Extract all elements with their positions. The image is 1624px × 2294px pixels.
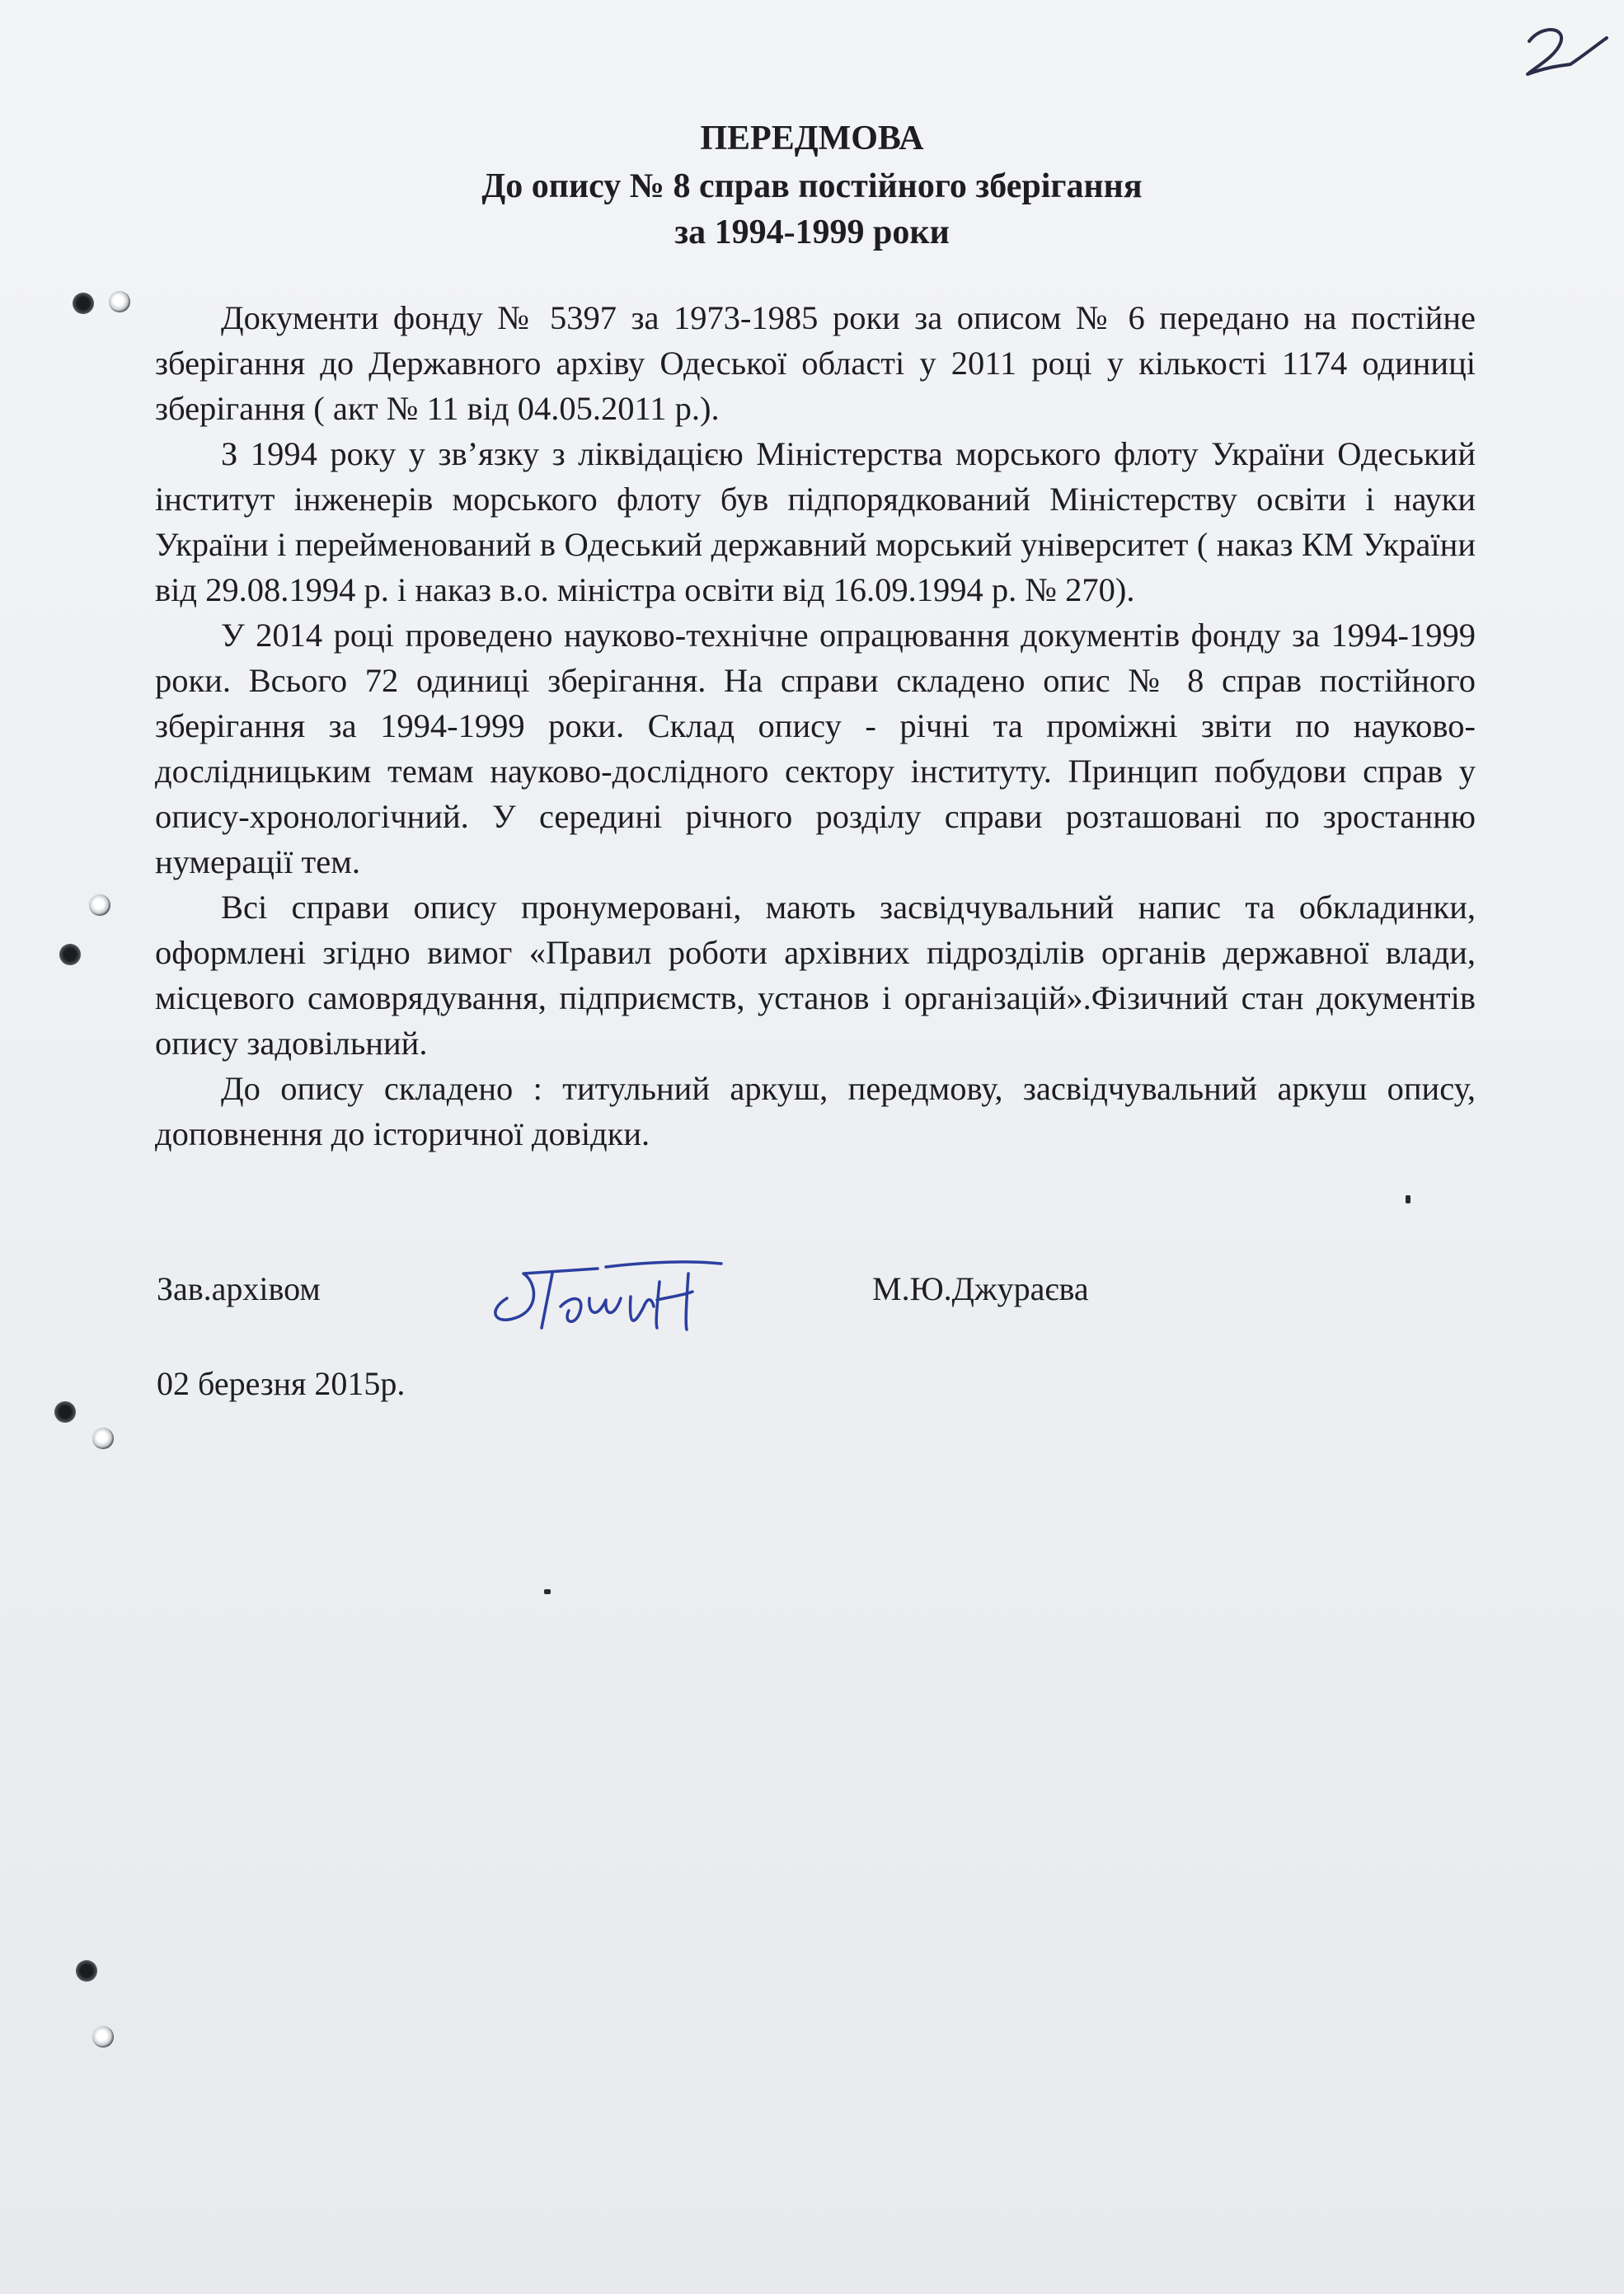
document-title: ПЕРЕДМОВА [700, 120, 924, 157]
punch-hole-decoration [73, 293, 94, 314]
punch-hole-decoration [76, 1960, 97, 1982]
paragraph: З 1994 року у зв’язку з ліквідацією Міністерства морського флоту України Одеський інститут інженерів морського флоту був підпорядкований Міністерству освіти і науки України і перейменований в Одеський державний морський університет ( наказ КМ України від 29.08.1994 р. і наказ в.о. міністра освіти від 16.09.1994 р. № 270). [155, 435, 1476, 608]
punch-hole-decoration [89, 894, 110, 916]
paragraph: Всі справи опису пронумеровані, мають засвідчувальний напис та обкладинки, оформлені згідно вимог «Правил роботи архівних підрозділів органів державної влади, місцевого самоврядування, підприємств, установ і організацій».Фізичний стан документів опису задовільний. [155, 889, 1476, 1062]
document-body [155, 295, 1476, 1156]
document-date: 02 березня 2015р. [157, 1365, 406, 1402]
ink-speck-decoration [544, 1589, 551, 1594]
punch-hole-decoration [59, 944, 81, 965]
document-period: за 1994-1999 роки [674, 213, 950, 251]
punch-hole-decoration [92, 2026, 114, 2048]
ink-speck-decoration [1406, 1195, 1410, 1203]
punch-hole-decoration [109, 291, 130, 312]
punch-hole-decoration [92, 1428, 114, 1449]
signer-position: Зав.архівом [157, 1270, 321, 1307]
paragraph: У 2014 році проведено науково-технічне опрацювання документів фонду за 1994-1999 роки. Всього 72 одиниці зберігання. На справи складено опис № 8 справ постійного зберігання за 1994-1999 роки. Склад опису - річні та проміжні звіти по науково-дослідницьким темам науково-дослідного сектору інституту. Принцип побудови справ у опису-хронологічний. У середині річного розділу справи розташовані по зростанню нумерації тем. [155, 617, 1476, 880]
handwritten-page-number [1521, 23, 1612, 81]
handwritten-signature [482, 1249, 730, 1339]
paragraph: Документи фонду № 5397 за 1973-1985 роки за описом № 6 передано на постійне зберігання до Державного архіву Одеської області у 2011 році у кількості 1174 одиниці зберігання ( акт № 11 від 04.05.2011 р.). [155, 299, 1476, 427]
punch-hole-decoration [54, 1401, 76, 1423]
document-subtitle: До опису № 8 справ постійного зберігання [481, 167, 1143, 205]
signer-name: М.Ю.Джураєва [872, 1270, 1089, 1307]
paragraph: До опису складено : титульний аркуш, передмову, засвідчувальний аркуш опису, доповнення до історичної довідки. [155, 1070, 1476, 1152]
